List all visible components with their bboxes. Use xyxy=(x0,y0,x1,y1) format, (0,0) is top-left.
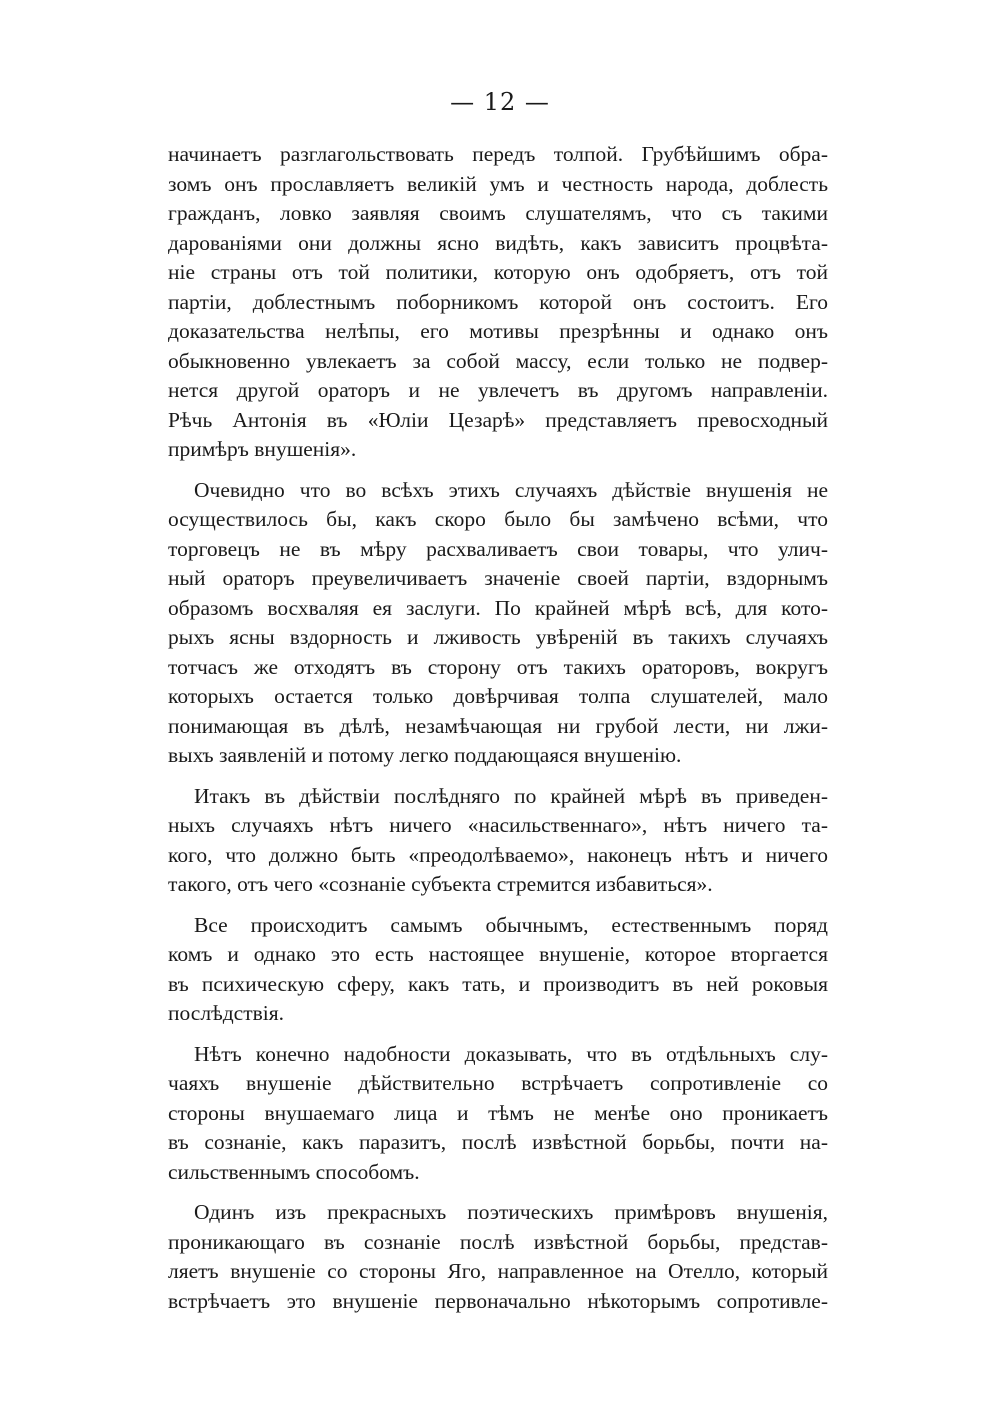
text-line: осуществилось бы, какъ скоро было бы замѣчено всѣми, что xyxy=(168,507,828,531)
text-line: партіи, доблестнымъ поборникомъ которой онъ состоитъ. Его xyxy=(168,289,828,314)
paragraph xyxy=(168,1198,828,1316)
text-line: выхъ заявленій и потому легко поддающаяся внушенію. xyxy=(168,743,682,767)
text-line: гражданъ, ловко заявляя своимъ слушателямъ, что съ такими xyxy=(168,201,828,225)
text-line: ныхъ случаяхъ нѣтъ ничего «насильственнаго», нѣтъ ничего та- xyxy=(168,813,828,837)
body-text xyxy=(168,140,828,1327)
page-number: — 12 — xyxy=(450,88,550,116)
text-line: кого, что должно быть «преодолѣваемо», наконецъ нѣтъ и ничего xyxy=(168,842,828,867)
text-line: такого, отъ чего «сознаніе субъекта стремится избавиться». xyxy=(168,872,713,896)
text-line: Все происходитъ самымъ обычнымъ, естественнымъ поряд xyxy=(194,912,828,937)
text-line: которыхъ остается только довѣрчивая толпа слушателей, мало xyxy=(168,684,828,708)
text-line: послѣдствія. xyxy=(168,1001,285,1025)
text-line: въ сознаніе, какъ паразитъ, послѣ извѣстной борьбы, почти на- xyxy=(168,1130,828,1154)
text-line: обыкновенно увлекаетъ за собой массу, если только не подвер- xyxy=(168,348,828,373)
paragraph xyxy=(168,911,828,1029)
text-line: образомъ восхваляя ея заслуги. По крайней мѣрѣ всѣ, для кото- xyxy=(168,595,828,620)
paragraph xyxy=(168,476,828,771)
text-line: стороны внушаемаго лица и тѣмъ не менѣе оно проникаетъ xyxy=(168,1100,828,1125)
text-line: примѣръ внушенія». xyxy=(168,437,357,461)
text-line: ніе страны отъ той политики, которую онъ одобряетъ, отъ той xyxy=(168,260,828,284)
text-line: зомъ онъ прославляетъ великій умъ и честность народа, доблесть xyxy=(168,171,828,196)
text-line: проникающаго въ сознаніе послѣ извѣстной борьбы, представ- xyxy=(168,1229,828,1254)
text-line: доказательства нелѣпы, его мотивы презрѣнны и однако онъ xyxy=(168,319,828,343)
text-line: въ психическую сферу, какъ тать, и производитъ въ ней роковыя xyxy=(168,971,828,996)
paragraph xyxy=(168,1040,828,1188)
text-line: встрѣчаетъ это внушеніе первоначально нѣкоторымъ сопротивле- xyxy=(168,1288,828,1313)
text-line: понимающая въ дѣлѣ, незамѣчающая ни грубой лести, ни лжи- xyxy=(168,713,828,738)
text-line: ляетъ внушеніе со стороны Яго, направленное на Отелло, который xyxy=(168,1259,828,1283)
text-line: дарованіями они должны ясно видѣть, какъ зависитъ процвѣта- xyxy=(168,230,828,255)
text-line: Итакъ въ дѣйствіи послѣдняго по крайней мѣрѣ въ приведен- xyxy=(194,783,828,808)
text-line: Нѣтъ конечно надобности доказывать, что въ отдѣльныхъ слу- xyxy=(194,1041,828,1066)
paragraph xyxy=(168,782,828,900)
text-line: торговецъ не въ мѣру расхваливаетъ свои товары, что улич- xyxy=(168,536,828,561)
text-line: Рѣчь Антонія въ «Юліи Цезарѣ» представляетъ превосходный xyxy=(168,407,828,432)
text-line: начинаетъ разглагольствовать передъ толпой. Грубѣйшимъ обра- xyxy=(168,142,828,166)
text-line: рыхъ ясны вздорность и лживость увѣреній въ такихъ случаяхъ xyxy=(168,625,828,649)
text-line: чаяхъ внушеніе дѣйствительно встрѣчаетъ сопротивленіе со xyxy=(168,1071,828,1095)
text-line: комъ и однако это есть настоящее внушеніе, которое вторгается xyxy=(168,942,828,966)
text-line: нется другой ораторъ и не увлечетъ въ другомъ направленіи. xyxy=(168,378,828,402)
text-line: тотчасъ же отходятъ въ сторону отъ такихъ ораторовъ, вокругъ xyxy=(168,654,828,679)
text-line: Одинъ изъ прекрасныхъ поэтическихъ примѣровъ внушенія, xyxy=(194,1200,828,1224)
text-line: ный ораторъ преувеличиваетъ значеніе своей партіи, вздорнымъ xyxy=(168,566,828,590)
paragraph xyxy=(168,140,828,465)
text-line: сильственнымъ способомъ. xyxy=(168,1159,420,1184)
text-line: Очевидно что во всѣхъ этихъ случаяхъ дѣйствіе внушенія не xyxy=(194,477,828,502)
